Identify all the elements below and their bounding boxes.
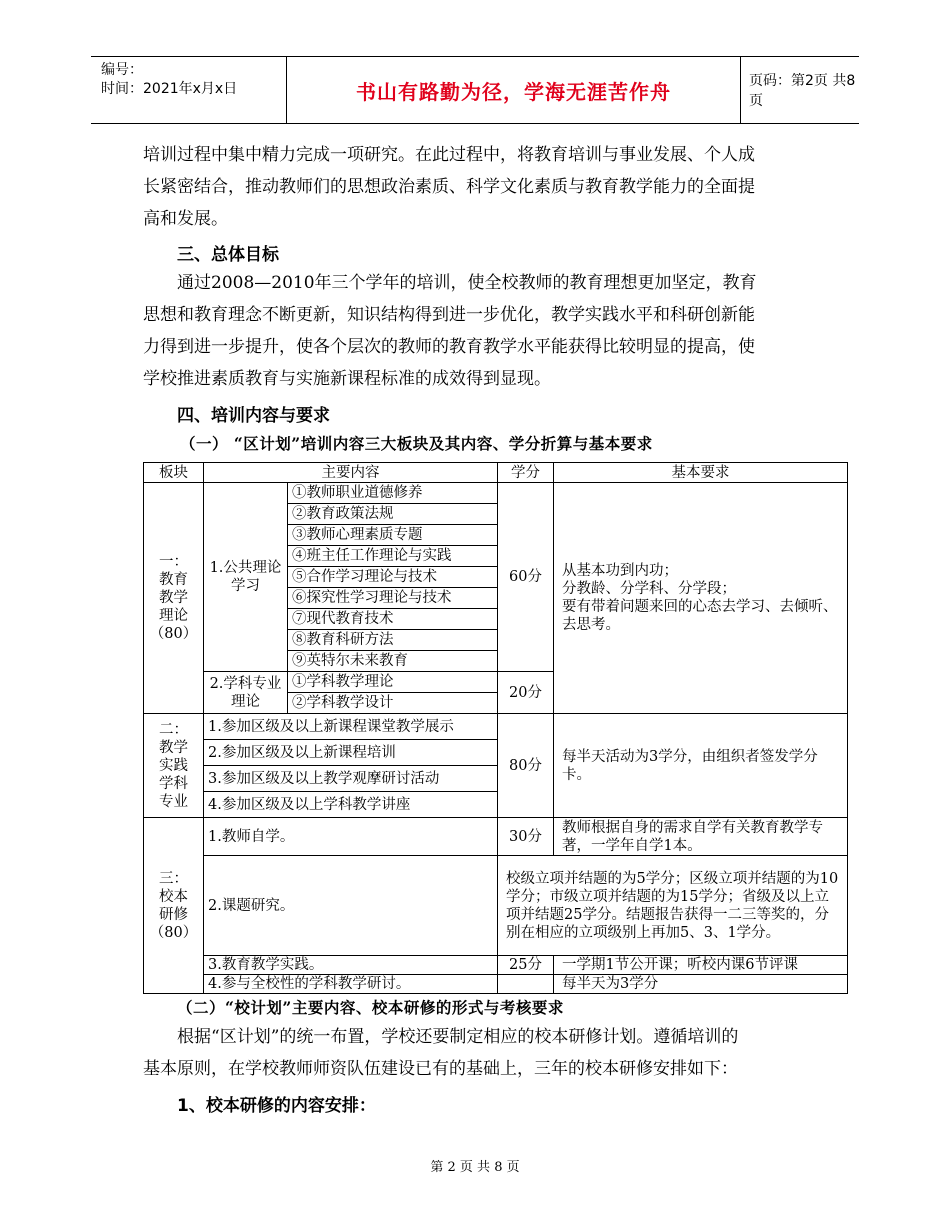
text-line: 通过2008—2010年三个学年的培训，使全校教师的教育理想更加坚定，教育 [177,273,757,293]
page-footer: 第 2 页 共 8 页 [430,1160,520,1175]
text-line: 思想和教育理念不断更新，知识结构得到进一步优化，教学实践水平和科研创新能 [143,305,755,325]
content-item: ⑦现代教育技术 [288,609,498,630]
col-header-block: 板块 [144,463,204,483]
credit-cell [498,975,554,994]
text-line: 力得到进一步提升，使各个层次的教师的教育教学水平能获得比较明显的提高，使 [143,337,755,357]
content-item: ①学科教学理论 [288,672,498,693]
content-item: 2.课题研究。 [204,856,498,956]
goals-paragraph [143,267,823,395]
credit-cell: 80分 [498,714,554,818]
text-line: 学校推进素质教育与实施新课程标准的成效得到显现。 [143,369,551,389]
content-item: 4.参与全校性的学科教学研讨。 [204,975,498,994]
content-item: ②教育政策法规 [288,504,498,525]
block-name-3: 三： 校本 研修（80） [144,818,204,994]
text-line: 根据“区计划”的统一布置，学校还要制定相应的校本研修计划。遵循培训的 [177,1027,739,1047]
content-item: ⑨英特尔未来教育 [288,651,498,672]
credit-cell: 20分 [498,672,554,714]
subsection-heading-district-plan: （一） “区计划”培训内容三大板块及其内容、学分折算与基本要求 [180,434,653,453]
block-name-1: 一： 教育 教学 理论（80） [144,483,204,714]
text-line: 高和发展。 [143,209,228,229]
section-heading-training: 四、培训内容与要求 [177,406,330,426]
content-item: 1.参加区级及以上新课程课堂教学展示 [204,714,498,740]
table-row [144,818,848,856]
header-motto: 书山有路勤为径，学海无涯苦作舟 [286,57,741,123]
text-line: 培训过程中集中精力完成一项研究。在此过程中，将教育培训与事业发展、个人成 [143,145,755,165]
text-line: 长紧密结合，推动教师们的思想政治素质、科学文化素质与教育教学能力的全面提 [143,177,755,197]
section-heading-goals: 三、总体目标 [177,245,279,265]
content-item: ⑤合作学习理论与技术 [288,567,498,588]
col-header-content: 主要内容 [204,463,498,483]
content-item: ②学科教学设计 [288,693,498,714]
header-page-info: 页码：第2页 共8页 [749,73,856,109]
content-item: 1.教师自学。 [204,818,498,856]
table-row [144,975,848,994]
requirement-cell: 从基本功到内功； 分教龄、分学科、分学段； 要有带着问题来回的心态去学习、去倾听、去思考。 [554,483,848,714]
content-item: ⑥探究性学习理论与技术 [288,588,498,609]
block-name-2: 二： 教学 实践 学科 专业 [144,714,204,818]
requirement-cell: 教师根据自身的需求自学有关教育教学专著，一学年自学1本。 [554,818,848,856]
credit-cell: 60分 [498,483,554,672]
requirement-cell: 每半天活动为3学分，由组织者签发学分卡。 [554,714,848,818]
col-header-credit: 学分 [498,463,554,483]
table-row [144,483,848,504]
credit-cell: 30分 [498,818,554,856]
credit-cell: 25分 [498,956,554,975]
col-header-requirement: 基本要求 [554,463,848,483]
content-item: 4.参加区级及以上学科教学讲座 [204,792,498,818]
table-row [144,956,848,975]
doc-number-label: 编号： [101,62,143,78]
table-row [144,856,848,956]
requirement-cell: 每半天为3学分 [554,975,848,994]
intro-paragraph [143,139,823,235]
header-meta [91,57,286,123]
group-label: 2.学科专业理论 [204,672,288,714]
table-row [144,714,848,740]
requirement-cell: 一学期1节公开课；听校内课6节评课 [554,956,848,975]
table-header-row [144,463,848,483]
content-item: 2.参加区级及以上新课程培训 [204,740,498,766]
page-header [91,56,859,124]
content-item: ③教师心理素质专题 [288,525,498,546]
group-label: 1.公共理论学习 [204,483,288,672]
content-item: ⑧教育科研方法 [288,630,498,651]
subsection-heading-school-plan: （二）“校计划”主要内容、校本研修的形式与考核要求 [177,998,564,1017]
school-plan-paragraph [143,1021,823,1085]
date-label: 时间：2021年x月x日 [101,81,238,97]
content-item: ①教师职业道德修养 [288,483,498,504]
content-item: 3.教育教学实践。 [204,956,498,975]
content-item: 3.参加区级及以上教学观摩研讨活动 [204,766,498,792]
requirement-cell: 校级立项并结题的为5学分；区级立项并结题的为10学分；市级立项并结题的为15学分；省级及以上立项并结题25学分。结题报告获得一二三等奖的，分别在相应的立项级别上再加5、3、1学分。 [498,856,848,956]
text-line: 基本原则，在学校教师师资队伍建设已有的基础上，三年的校本研修安排如下： [143,1059,738,1079]
training-table [143,462,848,994]
content-item: ④班主任工作理论与实践 [288,546,498,567]
item-heading-content: 1、校本研修的内容安排： [177,1096,376,1116]
